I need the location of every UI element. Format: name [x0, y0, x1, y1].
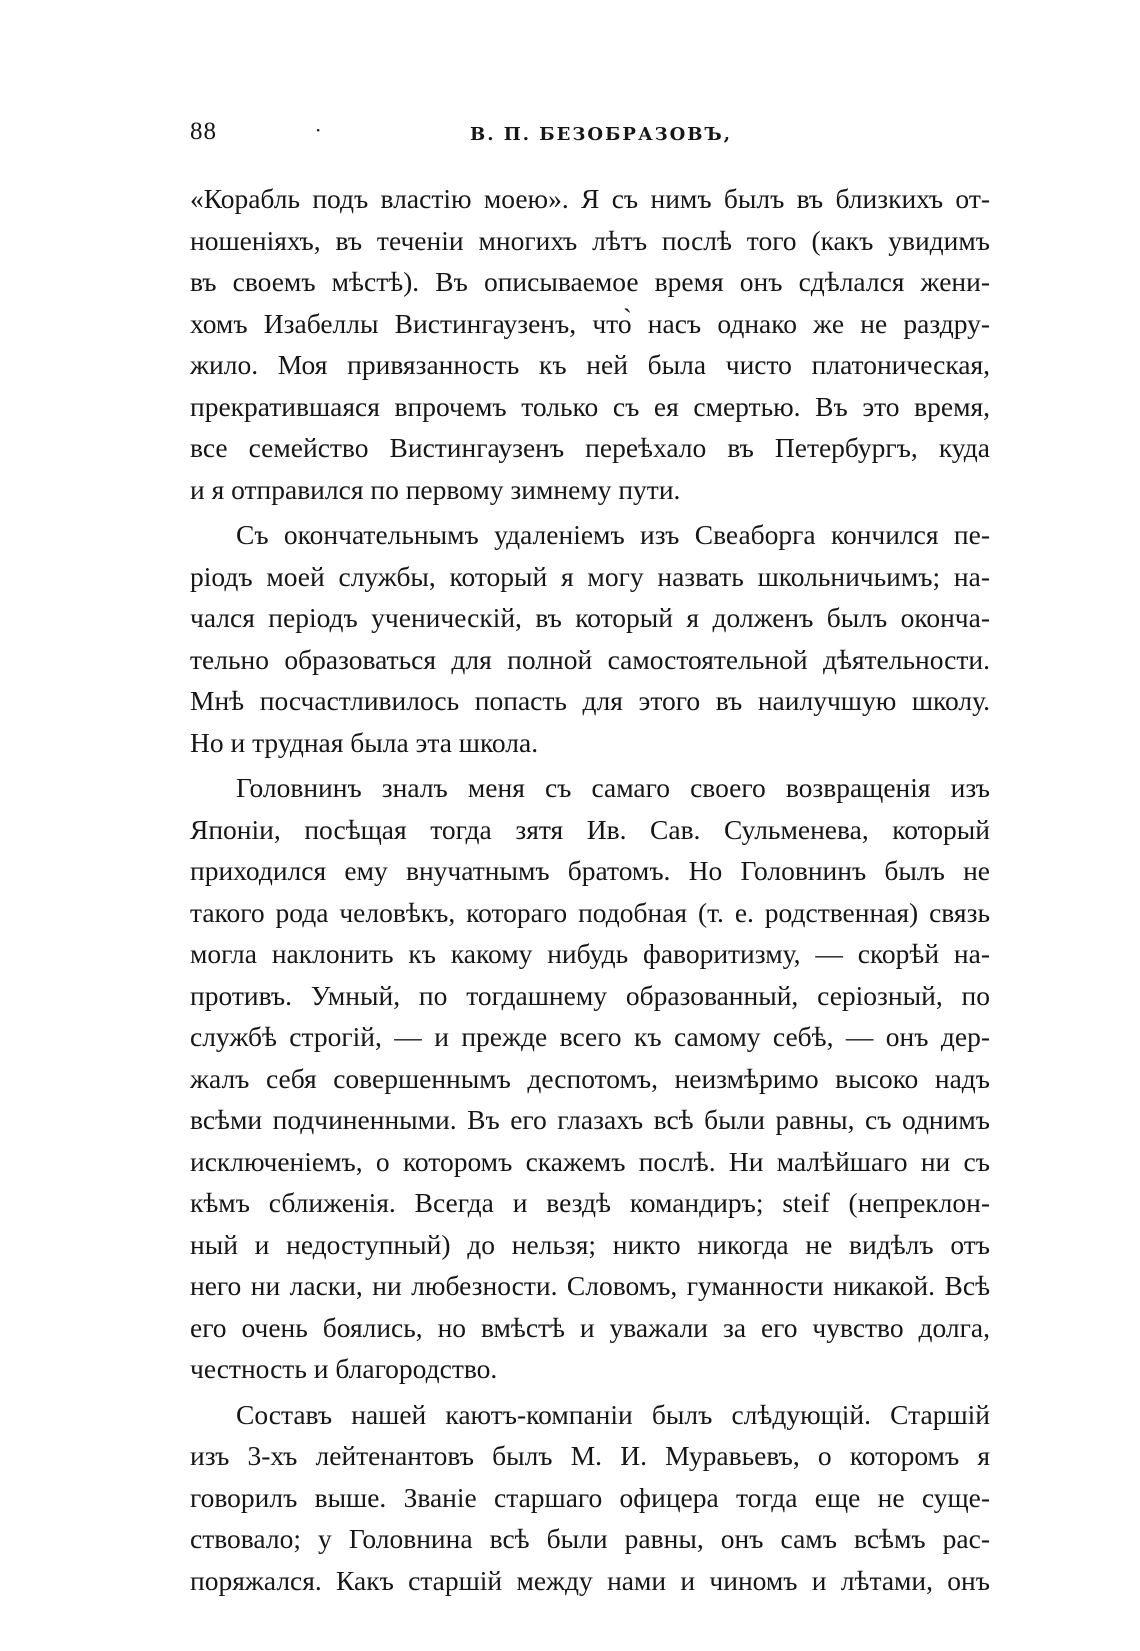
header-separator: ·	[315, 118, 322, 142]
text-line: Но и трудная была эта школа.	[190, 726, 539, 758]
text-line: чался періодъ ученическій, въ который я долженъ былъ оконча-	[190, 602, 990, 633]
text-line: жило. Моя привязанность къ ней была чисто платоническая,	[190, 349, 990, 380]
text-line: такого рода человѣкъ, котораго подобная (т. е. родственная) связь	[190, 896, 990, 928]
text-line: говорилъ выше. Званіе старшаго офицера тогда еще не суще-	[190, 1481, 990, 1513]
running-head	[190, 118, 990, 158]
text-line: приходился ему внучатнымъ братомъ. Но Головнинъ былъ не	[190, 855, 990, 886]
paragraph-1	[190, 178, 990, 510]
text-line: изъ 3-хъ лейтенантовъ былъ М. И. Муравьевъ, о которомъ я	[190, 1440, 990, 1471]
text-line: Составъ нашей каютъ-компаніи былъ слѣдующій. Старшій	[236, 1398, 990, 1430]
text-line: противъ. Умный, по тогдашнему образованный, серіозный, по	[190, 979, 990, 1011]
text-line: его очень боялись, но вмѣстѣ и уважали за его чувство долга,	[190, 1311, 990, 1343]
body-text	[190, 178, 990, 1601]
text-line: честность и благородство.	[190, 1353, 498, 1384]
text-line: жалъ себя совершеннымъ деспотомъ, неизмѣримо высоко надъ	[190, 1062, 990, 1094]
text-line: всѣми подчиненными. Въ его глазахъ всѣ были равны, съ однимъ	[190, 1104, 990, 1135]
text-line: и я отправился по первому зимнему пути.	[190, 473, 681, 505]
text-line: въ своемъ мѣстѣ). Въ описываемое время онъ сдѣлался жени-	[190, 266, 990, 297]
text-line: ріодъ моей службы, который я могу назвать школьничьимъ; на-	[190, 560, 990, 592]
text-line: службѣ строгій, — и прежде всего къ самому себѣ, — онъ дер-	[190, 1021, 990, 1052]
text-line: «Корабль подъ властію моею». Я съ нимъ былъ въ близкихъ от-	[190, 183, 990, 214]
text-line: тельно образоваться для полной самостоятельной дѣятельности.	[190, 643, 990, 675]
text-line: все семейство Вистингаузенъ переѣхало въ Петербургъ, куда	[190, 432, 990, 463]
text-line: хомъ Изабеллы Вистингаузенъ, что̀ насъ однако же не раздру-	[190, 307, 990, 339]
text-line: кѣмъ сближенія. Всегда и вездѣ командиръ; steif (непреклон-	[190, 1187, 990, 1218]
text-line: прекратившаяся впрочемъ только съ ея смертью. Въ это время,	[190, 390, 990, 422]
text-line: могла наклонить къ какому нибудь фаворитизму, — скорѣй на-	[190, 938, 990, 969]
text-line: Головнинъ зналъ меня съ самаго своего возвращенія изъ	[236, 772, 990, 803]
text-line: исключеніемъ, о которомъ скажемъ послѣ. Ни малѣйшаго ни съ	[190, 1145, 990, 1177]
text-line: Японіи, посѣщая тогда зятя Ив. Сав. Сульменева, который	[190, 813, 990, 845]
running-head-author: В. П. БЕЗОБРАЗОВЪ,	[470, 124, 732, 145]
text-line: поряжался. Какъ старшій между нами и чиномъ и лѣтами, онъ	[190, 1564, 990, 1596]
paragraph-3	[190, 767, 990, 1390]
text-line: ствовало; у Головнина всѣ были равны, онъ самъ всѣмъ рас-	[190, 1523, 990, 1554]
text-line: него ни ласки, ни любезности. Словомъ, гуманности никакой. Всѣ	[190, 1270, 990, 1301]
text-line: ный и недоступный) до нельзя; никто никогда не видѣлъ отъ	[190, 1228, 990, 1260]
paragraph-4	[190, 1394, 990, 1602]
text-line: Мнѣ посчастливилось попасть для этого въ наилучшую школу.	[190, 685, 990, 716]
text-line: Съ окончательнымъ удаленіемъ изъ Свеаборга кончился пе-	[236, 519, 990, 550]
text-line: ношеніяхъ, въ теченіи многихъ лѣтъ послѣ того (какъ увидимъ	[190, 224, 990, 256]
paragraph-2	[190, 514, 990, 763]
page-number: 88	[190, 118, 217, 145]
